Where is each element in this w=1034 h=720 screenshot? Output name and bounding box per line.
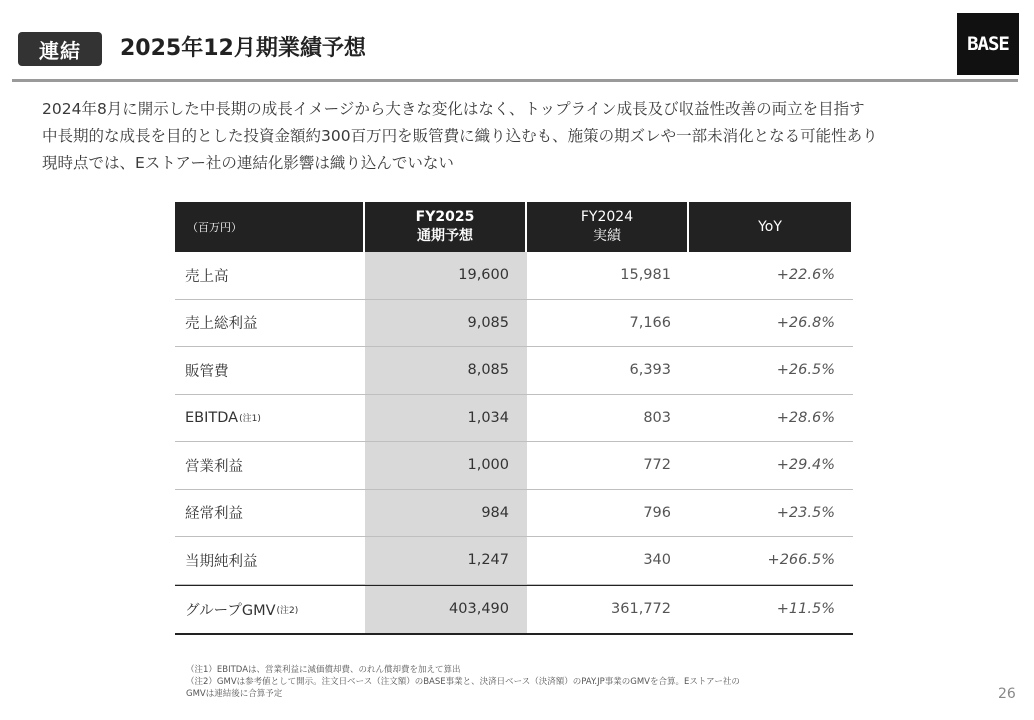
fy2024-header-line2: 実績 xyxy=(592,228,621,244)
row-note: (注2) xyxy=(276,605,299,616)
fy2024-value: 803 xyxy=(643,409,671,426)
fy2025-value: 403,490 xyxy=(365,586,527,633)
yoy-value: +11.5% xyxy=(776,601,835,617)
fy2024-header xyxy=(527,202,687,252)
table-row xyxy=(175,347,853,395)
page-number: 26 xyxy=(998,686,1016,702)
yoy-value: +22.6% xyxy=(776,267,835,284)
table-row xyxy=(175,395,853,443)
fy2025-value: 19,600 xyxy=(365,252,527,299)
fy2025-value: 984 xyxy=(365,490,527,537)
row-label-text: 売上高 xyxy=(185,268,229,285)
table-header xyxy=(175,202,853,252)
fy2024-value: 6,393 xyxy=(629,362,671,379)
table-row xyxy=(175,585,853,635)
row-label-text: 売上総利益 xyxy=(185,316,258,333)
base-logo: BASE xyxy=(957,13,1019,75)
yoy-value: +26.8% xyxy=(776,314,835,331)
table-row xyxy=(175,490,853,538)
row-label xyxy=(175,395,365,442)
row-label xyxy=(175,252,365,299)
row-label-text: グループGMV xyxy=(185,602,276,619)
row-label-text: 営業利益 xyxy=(185,458,243,475)
fy2024-header-line1: FY2024 xyxy=(580,209,634,225)
table-row xyxy=(175,300,853,348)
yoy-value: +28.6% xyxy=(776,409,835,426)
forecast-table xyxy=(175,202,853,635)
fy2025-header-line2: 通期予想 xyxy=(416,228,473,244)
footnote: GMVは連結後に合算予定 xyxy=(186,689,283,699)
fy2025-value: 1,247 xyxy=(365,537,527,584)
table-row xyxy=(175,537,853,585)
fy2024-value: 15,981 xyxy=(620,267,671,284)
yoy-value: +266.5% xyxy=(767,552,835,569)
page-title: 2025年12月期業績予想 xyxy=(120,36,366,61)
fy2024-value: 7,166 xyxy=(629,314,671,331)
fy2025-value: 9,085 xyxy=(365,300,527,347)
row-label xyxy=(175,490,365,537)
row-label xyxy=(175,537,365,584)
table-row xyxy=(175,442,853,490)
intro-line: 中長期的な成長を目的とした投資金額約300百万円を販管費に織り込むも、施策の期ズレや一部未消化となる可能性あり xyxy=(42,127,878,145)
fy2025-value: 8,085 xyxy=(365,347,527,394)
yoy-value: +23.5% xyxy=(776,504,835,521)
row-label xyxy=(175,347,365,394)
intro-line: 2024年8月に開示した中長期の成長イメージから大きな変化はなく、トップライン成長及び収益性改善の両立を目指す xyxy=(42,100,865,118)
yoy-header: YoY xyxy=(689,202,851,252)
footnote: （注1）EBITDAは、営業利益に減価償却費、のれん償却費を加えて算出 xyxy=(186,665,461,675)
header-divider xyxy=(12,79,1018,82)
fy2024-value: 796 xyxy=(643,504,671,521)
intro-text xyxy=(42,96,1002,177)
row-note: (注1) xyxy=(239,414,261,425)
fy2025-value: 1,034 xyxy=(365,395,527,442)
row-label-text: 当期純利益 xyxy=(185,553,258,570)
row-label xyxy=(175,586,365,633)
yoy-value: +29.4% xyxy=(776,457,835,474)
footnotes xyxy=(186,664,846,700)
fy2024-value: 361,772 xyxy=(611,601,671,617)
row-label xyxy=(175,300,365,347)
fy2024-value: 340 xyxy=(643,552,671,569)
table-row xyxy=(175,252,853,300)
fy2025-header xyxy=(365,202,525,252)
fy2024-value: 772 xyxy=(643,457,671,474)
footnote: （注2）GMVは参考値として開示。注文日ベース（注文額）のBASE事業と、決済日ベース（決済額）のPAY.JP事業のGMVを合算。Eストアー社の xyxy=(186,677,740,687)
intro-line: 現時点では、Eストアー社の連結化影響は織り込んでいない xyxy=(42,154,454,172)
row-label-text: 販管費 xyxy=(185,363,229,380)
section-badge: 連結 xyxy=(18,32,102,66)
fy2025-value: 1,000 xyxy=(365,442,527,489)
unit-header: （百万円） xyxy=(175,202,363,252)
row-label-text: EBITDA xyxy=(185,409,239,426)
row-label xyxy=(175,442,365,489)
fy2025-header-line1: FY2025 xyxy=(415,209,475,225)
yoy-value: +26.5% xyxy=(776,362,835,379)
row-label-text: 経常利益 xyxy=(185,506,243,523)
